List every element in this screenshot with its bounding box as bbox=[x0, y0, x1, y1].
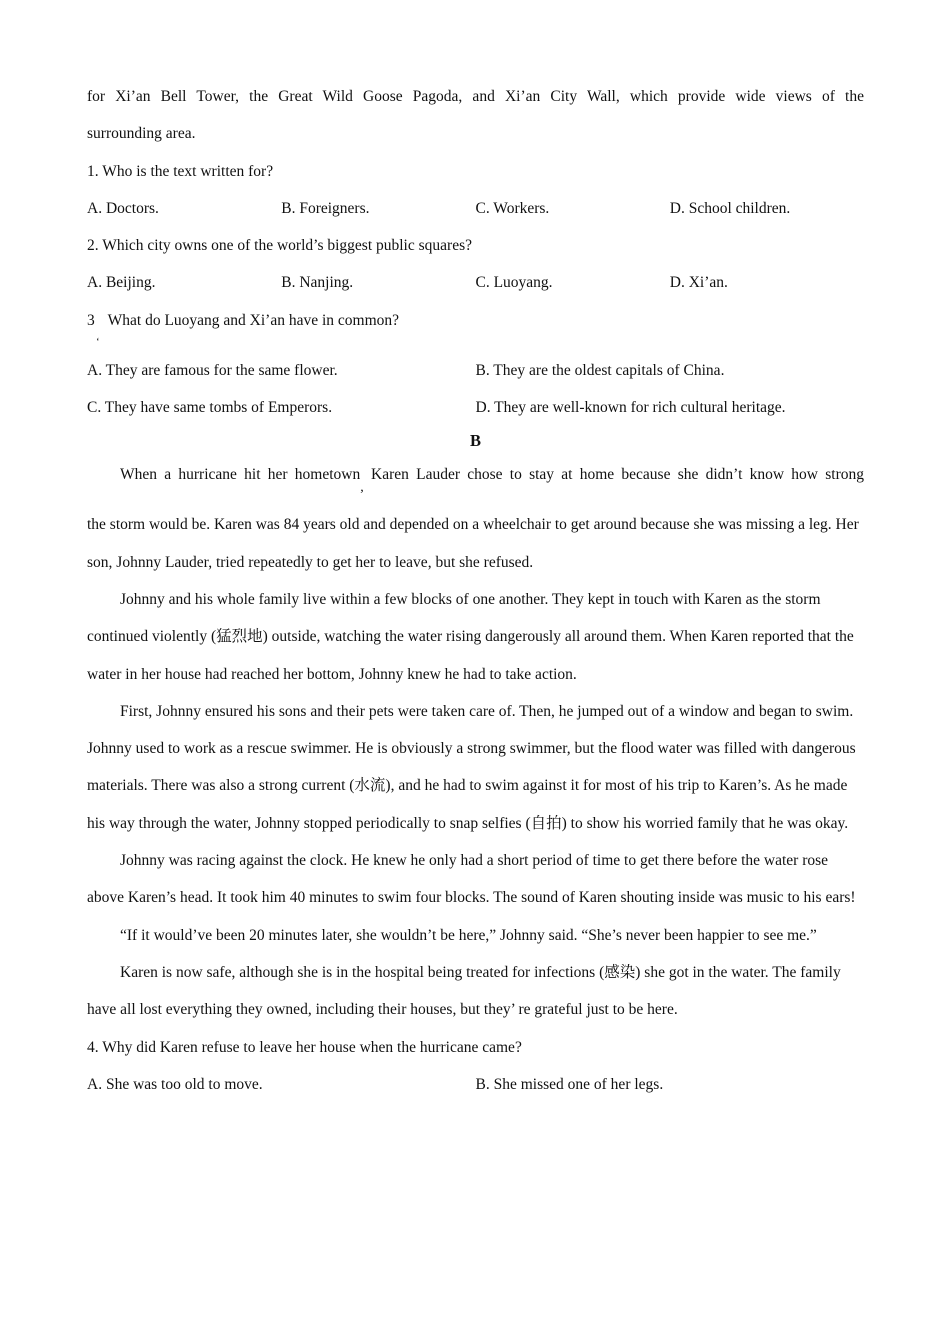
question-1-stem: 1. Who is the text written for? bbox=[87, 162, 274, 180]
section-b-paragraph-1-continued: the storm would be. Karen was 84 years old and depended on a wheelchair to get around because she was missing a leg. Her son, Johnny Lauder, tried repeatedly to get her to leave, but she refused. bbox=[87, 516, 859, 571]
question-1-option-a: A. Doctors. bbox=[87, 199, 159, 217]
section-b-title: B bbox=[469, 431, 481, 451]
question-1-option-d: D. School children. bbox=[669, 199, 791, 217]
question-4-options bbox=[87, 1066, 864, 1103]
question-3-stem bbox=[87, 302, 864, 352]
section-b-paragraph-1-first-line bbox=[87, 456, 864, 506]
question-3-text: What do Luoyang and Xi’an have in common? bbox=[107, 311, 400, 329]
question-3-option-a: A. They are famous for the same flower. bbox=[87, 361, 338, 379]
question-3-option-b: B. They are the oldest capitals of China. bbox=[475, 361, 725, 379]
question-4-stem: 4. Why did Karen refuse to leave her house when the hurricane came? bbox=[87, 1038, 522, 1056]
question-2-options bbox=[87, 264, 864, 301]
question-3-option-c: C. They have same tombs of Emperors. bbox=[87, 399, 333, 417]
section-b-paragraph-4: Johnny was racing against the clock. He knew he only had a short period of time to get there before the water rose above Karen’s head. It took him 40 minutes to swim four blocks. The sound of Karen shouting inside was music to his ears! bbox=[87, 852, 856, 907]
question-2-stem: 2. Which city owns one of the world’s biggest public squares? bbox=[87, 237, 472, 255]
section-b-paragraph-3: First, Johnny ensured his sons and their pets were taken care of. Then, he jumped out of a window and began to swim. Johnny used to work as a rescue swimmer. He is obviously a strong swimmer, but the flood water was filled with dangerous materials. There was also a strong current (水流), and he had to swim against it for most of his trip to Karen’s. As he made his way through the water, Johnny stopped periodically to snap selfies (自拍) to show his worried family that he was okay. bbox=[87, 702, 856, 832]
question-2-option-c: C. Luoyang. bbox=[475, 274, 553, 292]
p1-comma: , bbox=[360, 480, 364, 496]
question-4-option-b: B. She missed one of her legs. bbox=[475, 1075, 664, 1093]
page-content bbox=[87, 78, 864, 1103]
question-3-options-row-2 bbox=[87, 389, 864, 426]
p1-start: When a hurricane hit her hometown bbox=[120, 466, 361, 484]
question-3-number: 3 bbox=[87, 311, 95, 329]
question-2-option-b: B. Nanjing. bbox=[281, 274, 354, 292]
question-2-option-a: A. Beijing. bbox=[87, 274, 156, 292]
section-b-paragraph-5: “If it would’ve been 20 minutes later, she wouldn’t be here,” Johnny said. “She’s never been happier to see me.” bbox=[120, 926, 817, 944]
section-b-paragraph-6: Karen is now safe, although she is in the hospital being treated for infections (感染) she got in the water. The family have all lost everything they owned, including their houses, but they’ re grateful just to be here. bbox=[87, 963, 841, 1019]
p1-rest: Karen Lauder chose to stay at home because she didn’t know how strong bbox=[363, 466, 865, 484]
question-4-option-a: A. She was too old to move. bbox=[87, 1075, 263, 1093]
question-3-mark: ‘ bbox=[96, 335, 100, 348]
question-1-options bbox=[87, 190, 864, 227]
question-1-option-c: C. Workers. bbox=[475, 199, 550, 217]
question-1-option-b: B. Foreigners. bbox=[281, 199, 370, 217]
passage-a-line-1: for Xi’an Bell Tower, the Great Wild Goose Pagoda, and Xi’an City Wall, which provide wide views of the bbox=[87, 88, 864, 105]
question-3-options-row-1 bbox=[87, 352, 864, 389]
section-b-paragraph-2: Johnny and his whole family live within a few blocks of one another. They kept in touch with Karen as the storm continued violently (猛烈地) outside, watching the water rising dangerously all around them. When Karen reported that the water in her house had reached her bottom, Johnny knew he had to take action. bbox=[87, 590, 854, 683]
passage-a-line-2: surrounding area. bbox=[87, 125, 196, 143]
question-2-option-d: D. Xi’an. bbox=[669, 274, 728, 292]
question-3-option-d: D. They are well-known for rich cultural heritage. bbox=[475, 399, 786, 417]
